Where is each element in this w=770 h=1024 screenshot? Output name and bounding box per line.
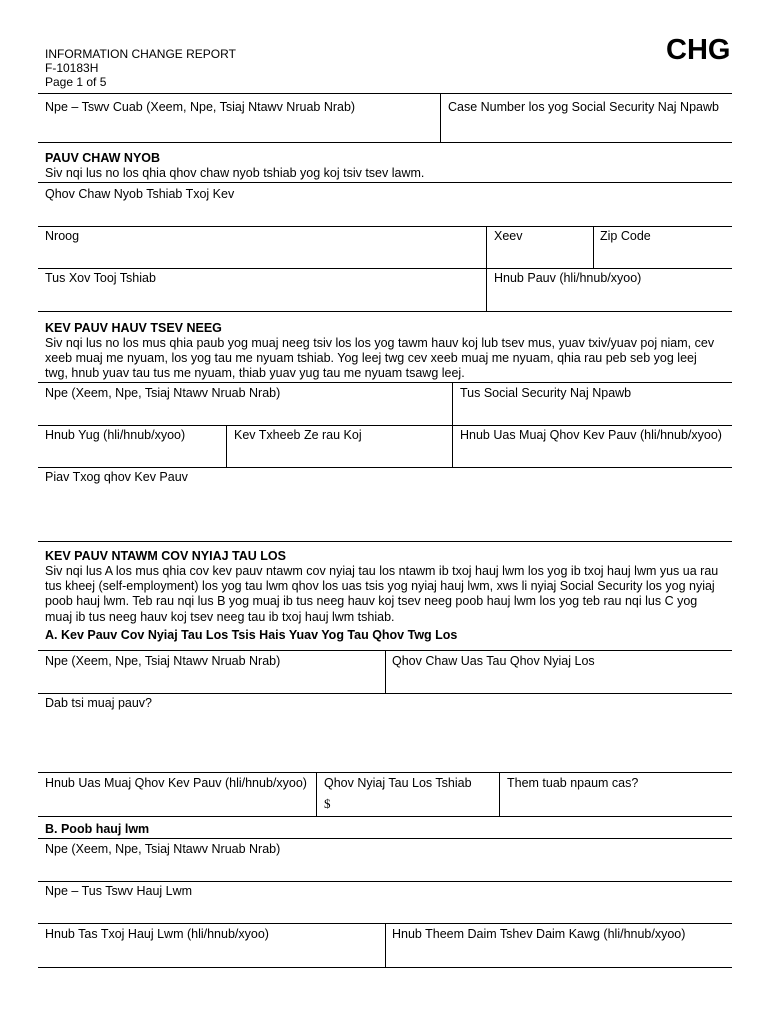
divider bbox=[38, 93, 732, 94]
describe-change-field[interactable]: Piav Txog qhov Kev Pauv bbox=[45, 470, 188, 484]
page-number: Page 1 of 5 bbox=[45, 75, 107, 89]
new-address-field[interactable]: Qhov Chaw Nyob Tshiab Txoj Kev bbox=[45, 187, 235, 201]
divider bbox=[385, 650, 386, 693]
divider bbox=[593, 226, 594, 269]
divider bbox=[440, 93, 441, 143]
divider bbox=[38, 541, 732, 542]
income-change-instruction: Siv nqi lus A los mus qhia cov kev pauv ntawm cov nyiaj tau los ntawm ib txoj hauj lwm los yog ib txoj hauj lwm yus ua rau tus kheej (self-employment) los yog tau lwm qhov los uas tsis yog nyiaj hauj lwm, xws li nyiaj Social Security los yog nyiaj poob hauj lwm. Teb rau nqi lus B yog muaj ib tus neeg hauv koj tsev neeg poob hauj lwm los yog teb rau nqi lus C yog muaj ib tus neeg hauv koj tsev neeg tau ib txoj hauj lwm tshiab. bbox=[45, 564, 719, 624]
date-of-birth-field[interactable]: Hnub Yug (hli/hnub/xyoo) bbox=[45, 428, 186, 442]
income-change-title: KEV PAUV NTAWM COV NYIAJ TAU LOS bbox=[45, 549, 286, 563]
what-changed-field[interactable]: Dab tsi muaj pauv? bbox=[45, 696, 153, 710]
pay-frequency-field[interactable]: Them tuab npaum cas? bbox=[507, 776, 639, 790]
divider bbox=[38, 772, 732, 773]
address-change-date-field[interactable]: Hnub Pauv (hli/hnub/xyoo) bbox=[494, 271, 642, 285]
divider bbox=[486, 226, 487, 269]
divider bbox=[38, 881, 732, 882]
job-loss-name-field[interactable]: Npe (Xeem, Npe, Tsiaj Ntawv Nruab Nrab) bbox=[45, 842, 281, 856]
divider bbox=[38, 226, 732, 227]
currency-symbol: $ bbox=[324, 796, 331, 811]
employer-name-field[interactable]: Npe – Tus Tswv Hauj Lwm bbox=[45, 884, 193, 898]
address-change-title: PAUV CHAW NYOB bbox=[45, 151, 161, 165]
section-b-heading: B. Poob hauj lwm bbox=[45, 822, 150, 836]
divider bbox=[316, 772, 317, 817]
section-a-heading: A. Kev Pauv Cov Nyiaj Tau Los Tsis Hais Yuav Yog Tau Qhov Twg Los bbox=[45, 628, 458, 642]
divider bbox=[38, 693, 732, 694]
household-change-instruction: Siv nqi lus no los mus qhia paub yog muaj neeg tsiv los los yog tawm hauv koj lub tsev mus, yuav txiv/yuav poj niam, cev xeeb muaj me nyuam, los yog tau me nyuam tshiab. Yog leej twg cev xeeb muaj me nyuam, qhia rau peb seb yog leej twg, hnub yuav tau tus me nyuam, thiab yuav yug tau me nyuam tsawg leej. bbox=[45, 336, 715, 381]
divider bbox=[38, 425, 732, 426]
divider bbox=[38, 967, 732, 968]
income-change-date-field[interactable]: Hnub Uas Muaj Qhov Kev Pauv (hli/hnub/xyoo) bbox=[45, 776, 307, 790]
household-change-title: KEV PAUV HAUV TSEV NEEG bbox=[45, 321, 222, 335]
divider bbox=[385, 923, 386, 968]
zip-code-field[interactable]: Zip Code bbox=[600, 229, 651, 243]
new-phone-field[interactable]: Tus Xov Tooj Tshiab bbox=[45, 271, 156, 285]
divider bbox=[38, 268, 732, 269]
case-number-field[interactable]: Case Number los yog Social Security Naj Npawb bbox=[448, 100, 719, 114]
income-source-field[interactable]: Qhov Chaw Uas Tau Qhov Nyiaj Los bbox=[392, 654, 595, 668]
divider bbox=[38, 816, 732, 817]
state-field[interactable]: Xeev bbox=[494, 229, 523, 243]
divider bbox=[38, 382, 732, 383]
form-number: F-10183H bbox=[45, 61, 99, 75]
form-title: INFORMATION CHANGE REPORT bbox=[45, 47, 236, 61]
divider bbox=[499, 772, 500, 817]
income-name-field[interactable]: Npe (Xeem, Npe, Tsiaj Ntawv Nruab Nrab) bbox=[45, 654, 281, 668]
address-change-instruction: Siv nqi lus no los qhia qhov chaw nyob tshiab yog koj tsiv tsev lawm. bbox=[45, 166, 425, 180]
household-ssn-field[interactable]: Tus Social Security Naj Npawb bbox=[460, 386, 632, 400]
divider bbox=[226, 425, 227, 468]
divider bbox=[38, 142, 732, 143]
divider bbox=[38, 182, 732, 183]
last-paycheck-date-field[interactable]: Hnub Theem Daim Tshev Daim Kawg (hli/hnub/xyoo) bbox=[392, 927, 686, 941]
divider bbox=[38, 311, 732, 312]
divider bbox=[38, 467, 732, 468]
job-end-date-field[interactable]: Hnub Tas Txoj Hauj Lwm (hli/hnub/xyoo) bbox=[45, 927, 269, 941]
divider bbox=[486, 268, 487, 311]
new-income-field[interactable]: Qhov Nyiaj Tau Los Tshiab bbox=[324, 776, 472, 790]
form-code: CHG bbox=[666, 34, 731, 66]
city-field[interactable]: Nroog bbox=[45, 229, 80, 243]
household-name-field[interactable]: Npe (Xeem, Npe, Tsiaj Ntawv Nruab Nrab) bbox=[45, 386, 281, 400]
member-name-field[interactable]: Npe – Tswv Cuab (Xeem, Npe, Tsiaj Ntawv Nruab Nrab) bbox=[45, 100, 356, 114]
household-change-date-field[interactable]: Hnub Uas Muaj Qhov Kev Pauv (hli/hnub/xyoo) bbox=[460, 428, 722, 442]
relationship-field[interactable]: Kev Txheeb Ze rau Koj bbox=[234, 428, 362, 442]
divider bbox=[38, 838, 732, 839]
